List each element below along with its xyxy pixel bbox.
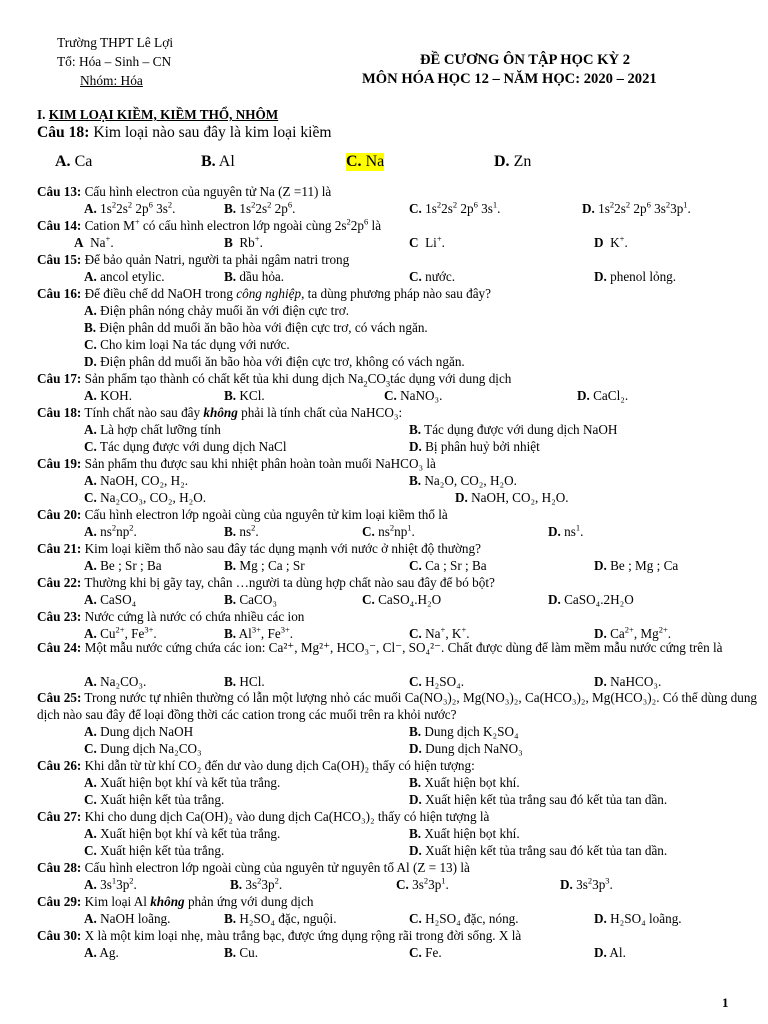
option-b: B. $1s^22s^2$ $2p^6$. [224, 199, 296, 216]
section-number: I. [37, 107, 49, 122]
option-b: B Rb+. [224, 233, 263, 250]
question-text: Cấu hình electron của nguyên tử Na (Z =11) là [81, 184, 332, 199]
option-a: A. CaSO₄ [84, 592, 137, 607]
question-label: Câu 13: [37, 184, 82, 199]
option-letter: A. [55, 153, 71, 170]
doc-title: ĐỀ CƯƠNG ÔN TẬP HỌC KỲ 2 [420, 52, 630, 68]
option-text: Al [215, 153, 235, 170]
option-a [55, 153, 92, 171]
question-text: 2p [350, 218, 364, 233]
option-letter: D. [582, 201, 595, 216]
question-16: Câu 16: Để điều chế dd NaOH trong công nghiệp, ta dùng phương pháp nào sau đây? [37, 286, 491, 301]
question-15 [37, 252, 349, 268]
option-d: D. H₂SO₄ loãng. [594, 911, 682, 926]
option-c-highlighted [346, 153, 384, 171]
question-26: Câu 26: Khi dẫn từ từ khí CO₂ đến dư vào dung dịch Ca(OH)₂ thấy có hiện tượng: [37, 758, 475, 773]
option-a: A. $1s^22s^2$ $2p^6$ $3s^2$. [84, 199, 176, 216]
option-d: D. $Ca^{2+}$, $Mg^{2+}$. [594, 624, 672, 641]
option-b: B. Dung dịch K₂SO₄ [409, 724, 519, 739]
question-25: Câu 25: Trong nước tự nhiên thường có lẫn một lượng nhỏ các muối Ca(NO₃)₂, Mg(NO₃)₂, Ca(HCO₃)₂, Mg(HCO₃)₂. Có thể dùng dung dịch nào sau đây để loại đồng thời các cation trong các muối trên ra khỏi nước? [37, 690, 758, 722]
question-text: Kim loại nào sau đây là kim loại kiềm [89, 124, 332, 141]
question-label: Câu 14: [37, 218, 82, 233]
school-name: Trường THPT Lê Lợi [57, 35, 174, 50]
question-13 [37, 184, 331, 200]
option-d: D. NaHCO₃. [594, 674, 662, 689]
option-d: D. $3s^23p^3$. [560, 875, 613, 892]
option-b: B. $ns^2$. [224, 522, 259, 539]
option-c: C Li+. [409, 233, 445, 250]
option-c: C. NaNO₃. [384, 388, 443, 403]
option-text: Zn [509, 153, 532, 170]
option-a: A. Xuất hiện bọt khí và kết tủa trắng. [84, 775, 281, 790]
option-c: C. Fe. [409, 945, 442, 960]
option-a: A. NaOH loãng. [84, 911, 171, 926]
option-a: A. Dung dịch NaOH [84, 724, 194, 739]
option-c: C. Dung dịch Na₂CO₃ [84, 741, 202, 756]
option-d: D. Dung dịch NaNO₃ [409, 741, 523, 756]
option-b: B. Xuất hiện bọt khí. [409, 775, 520, 790]
option-b: B. Mg ; Ca ; Sr [224, 558, 305, 573]
option-c: C. H₂SO₄. [409, 674, 464, 689]
question-23: Câu 23: Nước cứng là nước có chứa nhiều các ion [37, 609, 305, 624]
question-29: Câu 29: Kim loại Al không phản ứng với dung dịch [37, 894, 314, 909]
option-letter: D. [494, 153, 510, 170]
question-label: Câu 18: [37, 124, 90, 141]
option-c: C. $ns^2np^1$. [362, 522, 415, 539]
option-a: A. KOH. [84, 388, 132, 403]
question-21: Câu 21: Kim loại kiềm thổ nào sau đây tác dụng mạnh với nước ở nhiệt độ thường? [37, 541, 481, 556]
option-c: C. H₂SO₄ đặc, nóng. [409, 911, 519, 926]
question-20: Câu 20: Cấu hình electron lớp ngoài cùng của nguyên tử kim loại kiềm thổ là [37, 507, 448, 522]
section-title: KIM LOẠI KIỀM, KIỀM THỔ, NHÔM [48, 107, 279, 122]
option-a: A. Be ; Sr ; Ba [84, 558, 162, 573]
option-letter: B. [224, 201, 237, 216]
question-19: Câu 19: Sản phẩm thu được sau khi nhiệt phân hoàn toàn muối NaHCO₃ là [37, 456, 436, 471]
option-a: A. $ns^2np^2$. [84, 522, 137, 539]
question-text: Để bảo quản Natri, người ta phải ngâm natri trong [81, 252, 350, 267]
option-a: A. NaOH, CO₂, H₂. [84, 473, 189, 488]
question-label: Câu 15: [37, 252, 82, 267]
option-b: B. Xuất hiện bọt khí. [409, 826, 520, 841]
option-a: A Na+. [74, 233, 114, 250]
option-c: C. Na+, K+. [409, 624, 470, 641]
option-c: C. Cho kim loại Na tác dụng với nước. [84, 337, 290, 352]
option-c: C. Ca ; Sr ; Ba [409, 558, 487, 573]
option-c: C. $3s^23p^1$. [396, 875, 449, 892]
option-b: B. HCl. [224, 674, 265, 689]
option-d: D. $ns^1$. [548, 522, 584, 539]
option-d: D. phenol lỏng. [594, 269, 677, 284]
option-b: B. Tác dụng được với dung dịch NaOH [409, 422, 618, 437]
option-a: A. Ag. [84, 945, 119, 960]
option-d: D. Điện phân dd muối ăn bão hòa với điện cực trơ, không có vách ngăn. [84, 354, 465, 369]
option-d: D. CaSO₄.2H₂O [548, 592, 634, 607]
question-28: Câu 28: Cấu hình electron lớp ngoài cùng của nguyên tử nguyên tố Al (Z = 13) là [37, 860, 470, 875]
question-22: Câu 22: Thường khi bị gãy tay, chân …người ta dùng hợp chất nào sau đây để bó bột? [37, 575, 495, 590]
option-letter: A. [84, 201, 97, 216]
option-b: B. dầu hỏa. [224, 269, 285, 284]
option-text: Na [361, 153, 385, 170]
option-c: C. CaSO₄.H₂O [362, 592, 442, 607]
option-b: B. Điện phân dd muối ăn bão hòa với điện cực trơ, có vách ngăn. [84, 320, 428, 335]
option-c: C. Xuất hiện kết tủa trắng. [84, 792, 225, 807]
question-18-big [37, 124, 332, 142]
option-a: A. Xuất hiện bọt khí và kết tủa trắng. [84, 826, 281, 841]
option-d: D. $1s^22s^2$ $2p^6$ $3s^23p^1$. [582, 199, 691, 216]
option-d: D. Bị phân huỷ bởi nhiệt [409, 439, 540, 454]
option-b: B. Na₂O, CO₂, H₂O. [409, 473, 517, 488]
option-a: A. Na₂CO₃. [84, 674, 147, 689]
option-d: D. Xuất hiện kết tủa trắng sau đó kết tủa tan dần. [409, 843, 668, 858]
option-a: A. $3s^13p^2$. [84, 875, 137, 892]
option-d: D. NaOH, CO₂, H₂O. [455, 490, 569, 505]
option-c: C. $1s^22s^2$ $2p^6$ $3s^1$. [409, 199, 501, 216]
option-d: D K+. [594, 233, 628, 250]
option-c: C. Na₂CO₃, CO₂, H₂O. [84, 490, 207, 505]
question-text: là [368, 218, 382, 233]
option-text: Ca [70, 153, 93, 170]
option-d: D. CaCl₂. [577, 388, 629, 403]
question-18: Câu 18: Tính chất nào sau đây không phải là tính chất của NaHCO₃: [37, 405, 403, 420]
option-a: A. Điện phân nóng chảy muối ăn với điện cực trơ. [84, 303, 350, 318]
page-number: 1 [722, 995, 729, 1010]
option-c: C. Tác dụng được với dung dịch NaCl [84, 439, 287, 454]
option-d: D. Xuất hiện kết tủa trắng sau đó kết tủa tan dần. [409, 792, 668, 807]
option-b: B. Cu. [224, 945, 259, 960]
question-17: Câu 17: Sản phẩm tạo thành có chất kết tủa khi dung dịch $Na_2CO_3tác$ dụng với dung dịch [37, 371, 512, 389]
option-letter: C. [346, 153, 362, 170]
option-a: A. ancol etylic. [84, 269, 165, 284]
option-a: A. $Cu^{2+}$, $Fe^{3+}$. [84, 624, 157, 641]
option-c: C. Xuất hiện kết tủa trắng. [84, 843, 225, 858]
option-d: D. Al. [594, 945, 626, 960]
question-30: Câu 30: X là một kim loại nhẹ, màu trắng bạc, được ứng dụng rộng rãi trong đời sống. X là [37, 928, 522, 943]
group-name: Nhóm: Hóa [80, 73, 143, 88]
option-letter: B. [201, 153, 216, 170]
option-b [201, 153, 235, 171]
option-b: B. CaCO₃ [224, 592, 277, 607]
option-c: C. nước. [409, 269, 455, 284]
question-text: Cation M [81, 218, 135, 233]
question-14: Câu 14: Cation M+ có cấu hình electron lớp ngoài cùng $2s^22p^6$ là [37, 216, 382, 233]
option-d: D. Be ; Mg ; Ca [594, 558, 679, 573]
option-b: B. $3s^23p^2$. [230, 875, 283, 892]
department-name: Tổ: Hóa – Sinh – CN [57, 54, 172, 69]
option-b: B. KCl. [224, 388, 265, 403]
question-27: Câu 27: Khi cho dung dịch Ca(OH)₂ vào dung dịch Ca(HCO₃)₂ thấy có hiện tượng là [37, 809, 490, 824]
option-a: A. Là hợp chất lưỡng tính [84, 422, 221, 437]
option-b: B. $Al^{3+}$, $Fe^{3+}$. [224, 624, 294, 641]
option-d [494, 153, 531, 171]
question-text: có cấu hình electron lớp ngoài cùng 2s [139, 218, 347, 233]
doc-subtitle: MÔN HÓA HỌC 12 – NĂM HỌC: 2020 – 2021 [362, 71, 657, 87]
section-heading [37, 107, 278, 123]
option-letter: C. [409, 201, 422, 216]
question-24: Câu 24: Một mẫu nước cứng chứa các ion: Ca²⁺, Mg²⁺, HCO₃⁻, Cl⁻, SO₄²⁻. Chất được dùng để làm mềm mẫu nước cứng trên là [37, 640, 723, 655]
option-b: B. H₂SO₄ đặc, nguội. [224, 911, 337, 926]
